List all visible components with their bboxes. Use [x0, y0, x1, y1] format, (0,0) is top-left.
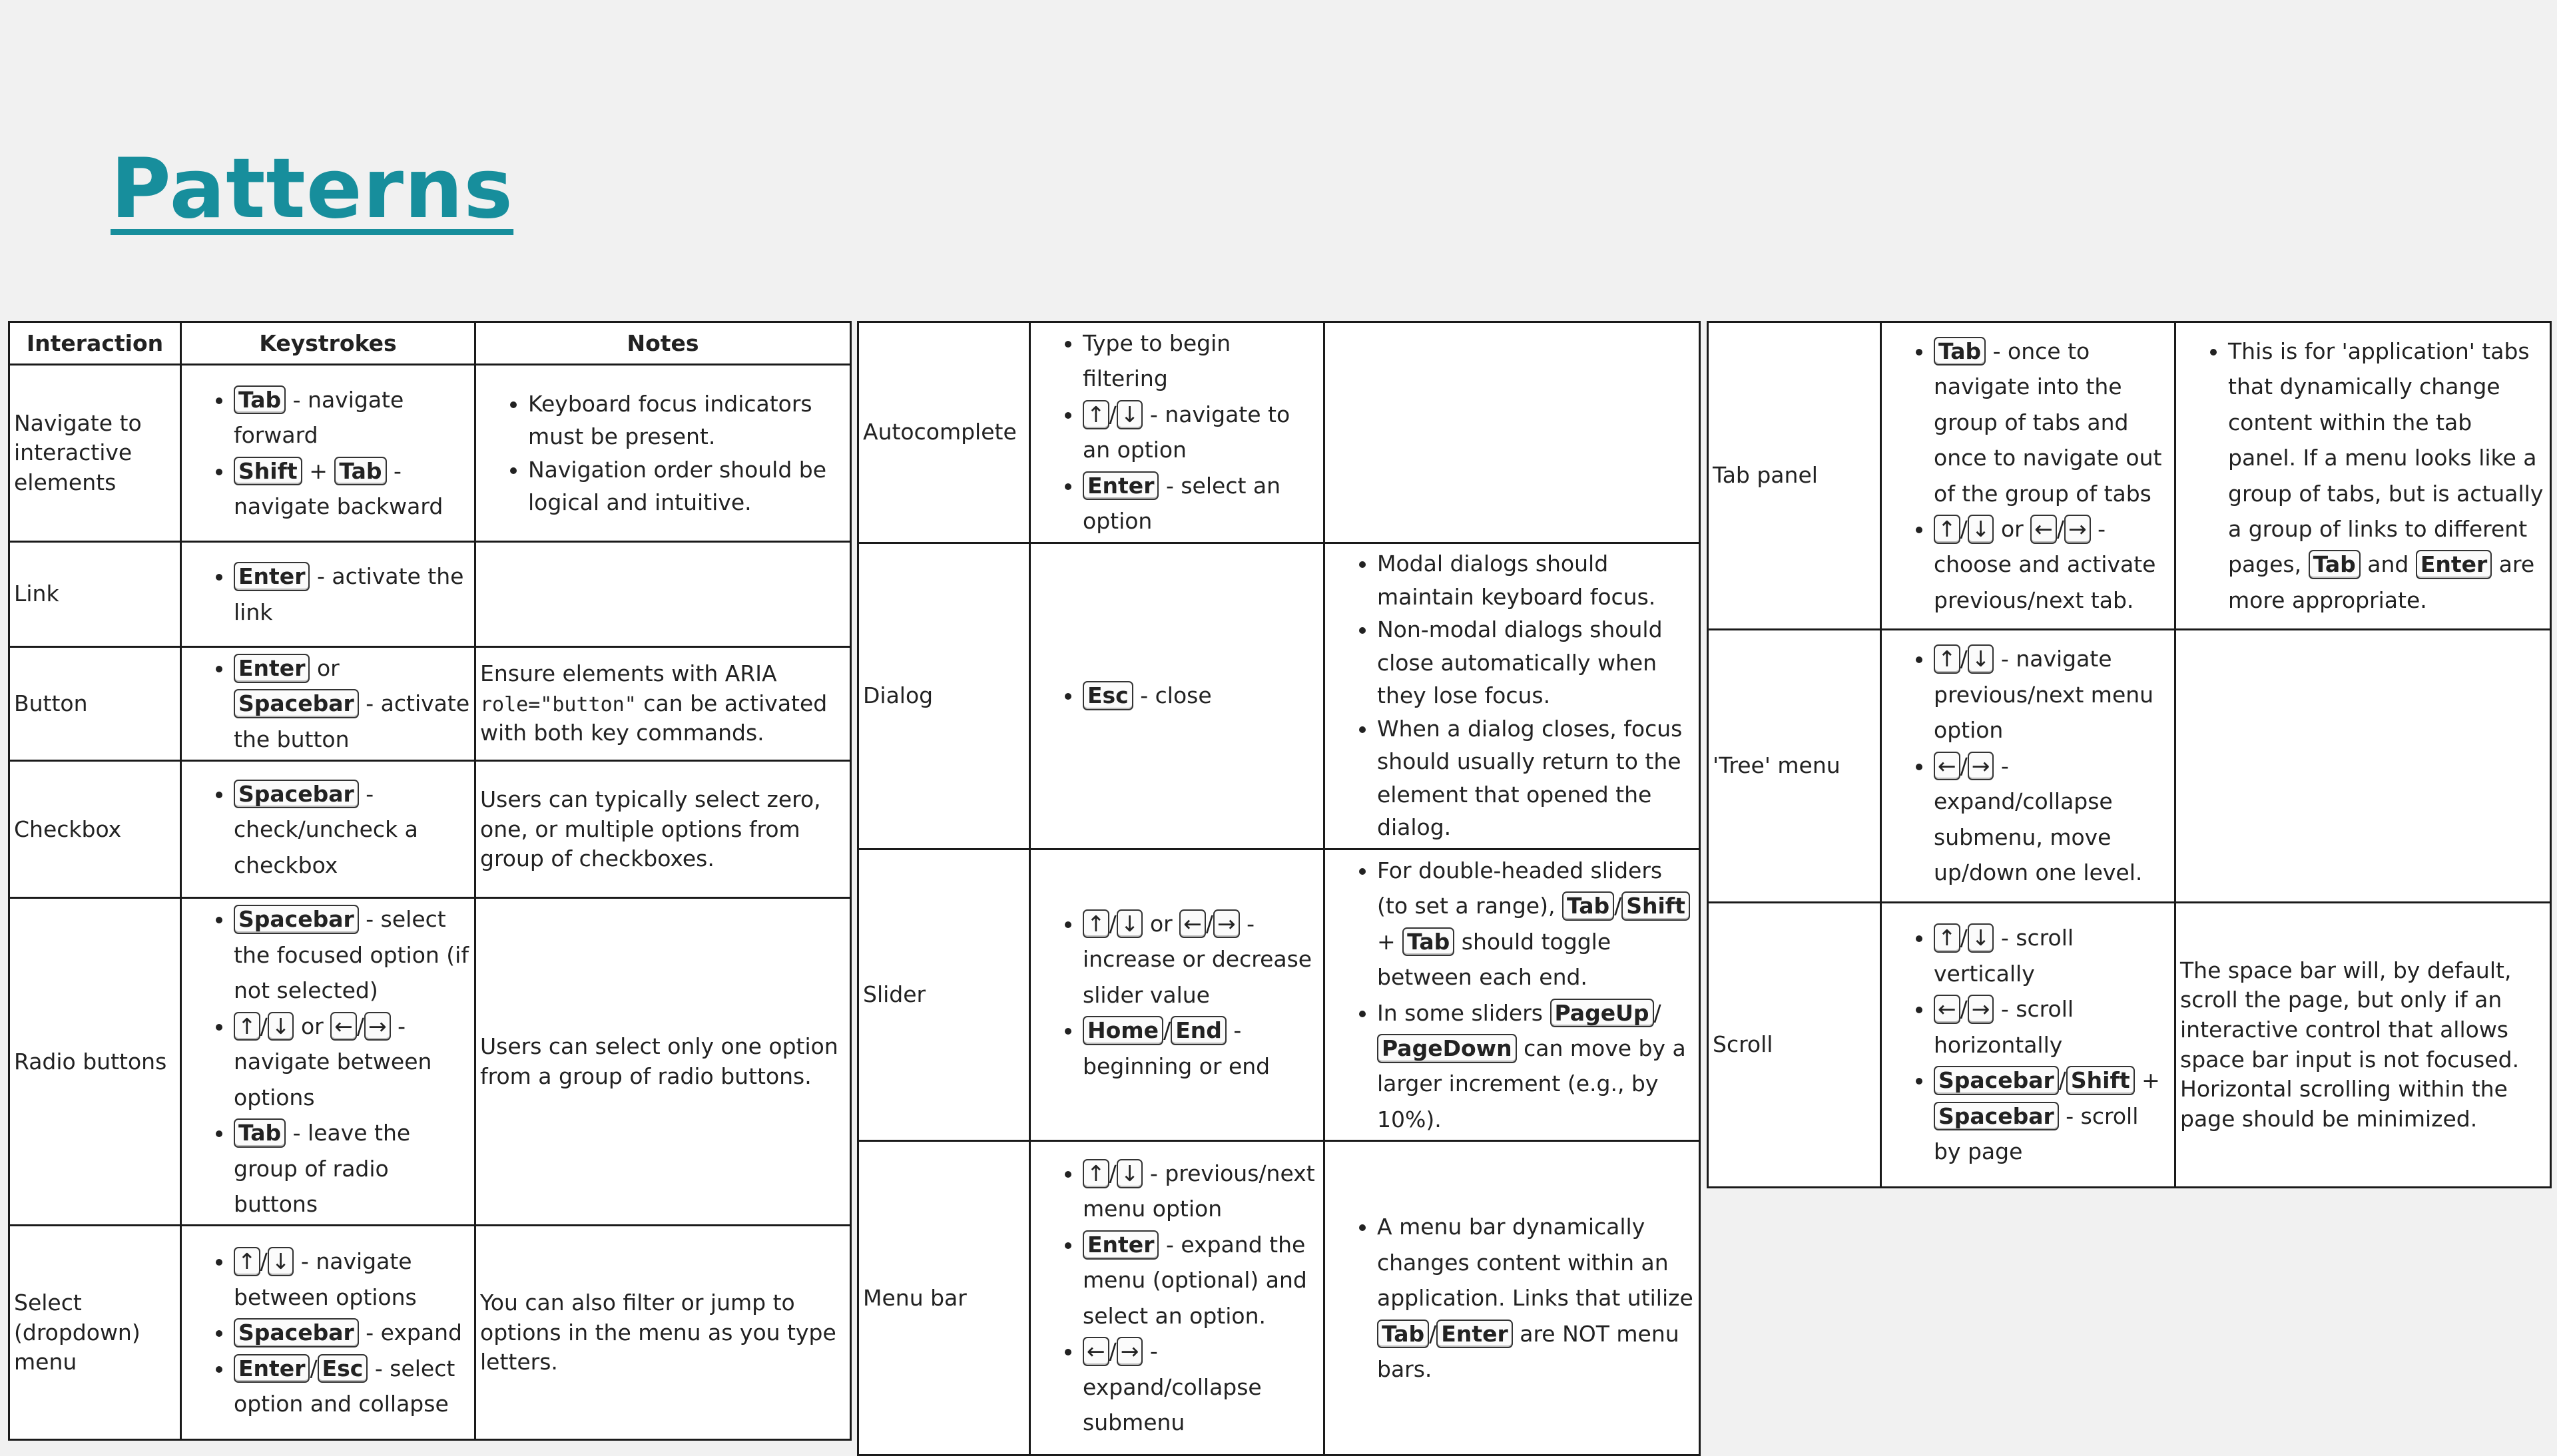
tab-key: Tab [1562, 891, 1614, 921]
keystroke-item: • Spacebar - expand [234, 1315, 470, 1350]
role-code: role="button" [480, 692, 637, 716]
keystroke-item: • ↑ / ↓ - navigate to an option [1083, 397, 1319, 468]
shift-key: Shift [2066, 1066, 2135, 1095]
enter-key: Enter [234, 1354, 310, 1383]
pageup-key: PageUp [1550, 999, 1654, 1028]
arrow-down-key: ↓ [1117, 909, 1143, 939]
patterns-table-3 [1707, 321, 2552, 1188]
arrow-up-key: ↑ [1083, 1159, 1109, 1188]
note-item: • Navigation order should be logical and intuitive. [528, 453, 846, 519]
note-text: You can also filter or jump to options in the menu as you type letters. [475, 1226, 851, 1440]
keystroke-item: • Enter / Esc - select option and collapse [234, 1351, 470, 1422]
table-row [1708, 322, 2551, 630]
keystroke-item: • Enter - select an option [1083, 468, 1319, 539]
arrow-down-key: ↓ [1968, 644, 1994, 674]
note-item: • In some sliders PageUp / PageDown can move by a larger increment (e.g., by 10%). [1377, 995, 1695, 1138]
note-text: Users can typically select zero, one, or multiple options from group of checkboxes. [475, 761, 851, 898]
esc-key: Esc [318, 1354, 368, 1383]
arrow-left-key: ← [330, 1012, 357, 1041]
home-key: Home [1083, 1016, 1163, 1045]
note-text: The space bar will, by default, scroll the page, but only if an interactive control that allows space bar input is not focused. Horizontal scrolling within the page should be minimized. [2175, 903, 2551, 1188]
table-row [9, 542, 851, 647]
patterns-table-1 [8, 321, 852, 1441]
keystroke-item: • Spacebar - select the focused option (if not selected) [234, 901, 470, 1008]
spacebar-key: Spacebar [234, 689, 359, 718]
arrow-up-key: ↑ [234, 1012, 260, 1041]
table-row [9, 647, 851, 761]
table-row [858, 849, 1700, 1141]
keystroke-item: • Shift + Tab - navigate backward [234, 453, 470, 525]
spacebar-key: Spacebar [234, 780, 359, 809]
shift-key: Shift [1621, 891, 1690, 921]
interaction-name: Checkbox [9, 761, 181, 898]
table-row [9, 1226, 851, 1440]
arrow-up-key: ↑ [234, 1247, 260, 1276]
spacebar-key: Spacebar [234, 1318, 359, 1347]
keystroke-item: • Tab - leave the group of radio buttons [234, 1115, 470, 1222]
spacebar-key: Spacebar [234, 905, 359, 934]
table-row [858, 1141, 1700, 1455]
arrow-down-key: ↓ [1968, 515, 1994, 544]
interaction-name: Slider [858, 849, 1030, 1141]
keystroke-item: • ↑ / ↓ - scroll vertically [1934, 920, 2170, 991]
keystroke-item: • Tab - navigate forward [234, 382, 470, 453]
tab-key: Tab [334, 457, 386, 486]
keystroke-item: • ← / → - expand/collapse submenu, move up/down one level. [1934, 748, 2170, 891]
keystroke-item: • Enter or Spacebar - activate the button [234, 650, 470, 757]
keystroke-item: • Tab - once to navigate into the group of tabs and once to navigate out of the group of tabs [1934, 334, 2170, 511]
esc-key: Esc [1083, 681, 1133, 710]
enter-key: Enter [1083, 1230, 1159, 1260]
enter-key: Enter [1083, 471, 1159, 501]
arrow-right-key: → [1968, 995, 1994, 1024]
table-row [9, 761, 851, 898]
spacebar-key: Spacebar [1934, 1066, 2059, 1095]
keystroke-item: • Spacebar - check/uncheck a checkbox [234, 776, 470, 883]
interaction-name: Tab panel [1708, 322, 1881, 630]
tab-key: Tab [234, 1118, 286, 1148]
note-item: • Keyboard focus indicators must be present. [528, 387, 846, 453]
arrow-up-key: ↑ [1934, 923, 1960, 953]
end-key: End [1171, 1016, 1227, 1045]
keystroke-item: • ← / → - scroll horizontally [1934, 991, 2170, 1063]
arrow-up-key: ↑ [1083, 909, 1109, 939]
arrow-right-key: → [1117, 1337, 1143, 1366]
enter-key: Enter [2416, 550, 2492, 579]
table-row [9, 365, 851, 542]
keystroke-item: • Enter - expand the menu (optional) and select an option. [1083, 1227, 1319, 1334]
keystroke-item: • ↑ / ↓ or ← / → - increase or decrease slider value [1083, 906, 1319, 1013]
arrow-right-key: → [1968, 752, 1994, 781]
keystroke-item: • ← / → - expand/collapse submenu [1083, 1334, 1319, 1440]
arrow-down-key: ↓ [1117, 1159, 1143, 1188]
keystroke-item: • ↑ / ↓ - navigate previous/next menu option [1934, 641, 2170, 748]
interaction-name: Link [9, 542, 181, 647]
keystroke-item: • Type to begin filtering [1083, 326, 1319, 397]
note-item: • When a dialog closes, focus should usually return to the element that opened the dialog. [1377, 712, 1695, 844]
arrow-left-key: ← [1083, 1337, 1109, 1366]
arrow-up-key: ↑ [1934, 644, 1960, 674]
arrow-down-key: ↓ [1117, 400, 1143, 429]
table-row [858, 543, 1700, 849]
keystroke-item: • ↑ / ↓ - navigate between options [234, 1244, 470, 1315]
pagedown-key: PageDown [1377, 1034, 1517, 1063]
interaction-name: Menu bar [858, 1141, 1030, 1455]
interaction-name: Button [9, 647, 181, 761]
interaction-name: 'Tree' menu [1708, 630, 1881, 903]
enter-key: Enter [234, 654, 310, 683]
page-title: Patterns [111, 141, 514, 237]
arrow-down-key: ↓ [1968, 923, 1994, 953]
interaction-name: Select (dropdown) menu [9, 1226, 181, 1440]
note-item: • Non-modal dialogs should close automatically when they lose focus. [1377, 613, 1695, 712]
note-text: Ensure elements with ARIA role="button" can be activated with both key commands. [475, 647, 851, 761]
arrow-right-key: → [364, 1012, 391, 1041]
note-item: • This is for 'application' tabs that dynamically change content within the tab panel. If a menu looks like a group of tabs, but is actually a group of links to different pages, Tab and Enter are more appropriate. [2228, 334, 2546, 618]
note-item: • For double-headed sliders (to set a range), Tab / Shift + Tab should toggle between each end. [1377, 853, 1695, 995]
arrow-left-key: ← [1934, 752, 1960, 781]
note-item: • A menu bar dynamically changes content within an application. Links that utilize Tab / Enter are NOT menu bars. [1377, 1209, 1695, 1387]
arrow-left-key: ← [1934, 995, 1960, 1024]
note-text: Users can select only one option from a group of radio buttons. [475, 898, 851, 1226]
spacebar-key: Spacebar [1934, 1102, 2059, 1131]
interaction-name: Dialog [858, 543, 1030, 849]
keystroke-item: • Enter - activate the link [234, 559, 470, 630]
keystroke-item: • ↑ / ↓ or ← / → - navigate between options [234, 1009, 470, 1115]
table-row [1708, 630, 2551, 903]
tab-key: Tab [1402, 927, 1454, 957]
enter-key: Enter [234, 562, 310, 591]
table-row [1708, 903, 2551, 1188]
keystroke-item: • Home / End - beginning or end [1083, 1013, 1319, 1084]
interaction-name: Navigate to interactive elements [9, 365, 181, 542]
arrow-right-key: → [2064, 515, 2091, 544]
arrow-down-key: ↓ [268, 1247, 294, 1276]
tab-key: Tab [1377, 1320, 1429, 1349]
table-row [858, 322, 1700, 543]
keystroke-item: • Spacebar / Shift + Spacebar - scroll by page [1934, 1063, 2170, 1169]
keystroke-item: • ↑ / ↓ or ← / → - choose and activate previous/next tab. [1934, 511, 2170, 618]
keystroke-item: • Esc - close [1083, 678, 1319, 713]
interaction-name: Scroll [1708, 903, 1881, 1188]
tab-key: Tab [2309, 550, 2361, 579]
tab-key: Tab [234, 385, 286, 415]
arrow-right-key: → [1213, 909, 1240, 939]
keystroke-item: • ↑ / ↓ - previous/next menu option [1083, 1156, 1319, 1227]
note-item: • Modal dialogs should maintain keyboard focus. [1377, 547, 1695, 613]
arrow-left-key: ← [2030, 515, 2057, 544]
arrow-up-key: ↑ [1083, 400, 1109, 429]
table-row [9, 898, 851, 1226]
header-keystrokes: Keystrokes [181, 322, 475, 365]
interaction-name: Radio buttons [9, 898, 181, 1226]
arrow-down-key: ↓ [268, 1012, 294, 1041]
arrow-left-key: ← [1179, 909, 1206, 939]
arrow-up-key: ↑ [1934, 515, 1960, 544]
patterns-table-2 [857, 321, 1701, 1456]
header-interaction: Interaction [9, 322, 181, 365]
enter-key: Enter [1436, 1320, 1512, 1349]
tab-key: Tab [1934, 337, 1986, 366]
header-notes: Notes [475, 322, 851, 365]
interaction-name: Autocomplete [858, 322, 1030, 543]
shift-key: Shift [234, 457, 302, 486]
